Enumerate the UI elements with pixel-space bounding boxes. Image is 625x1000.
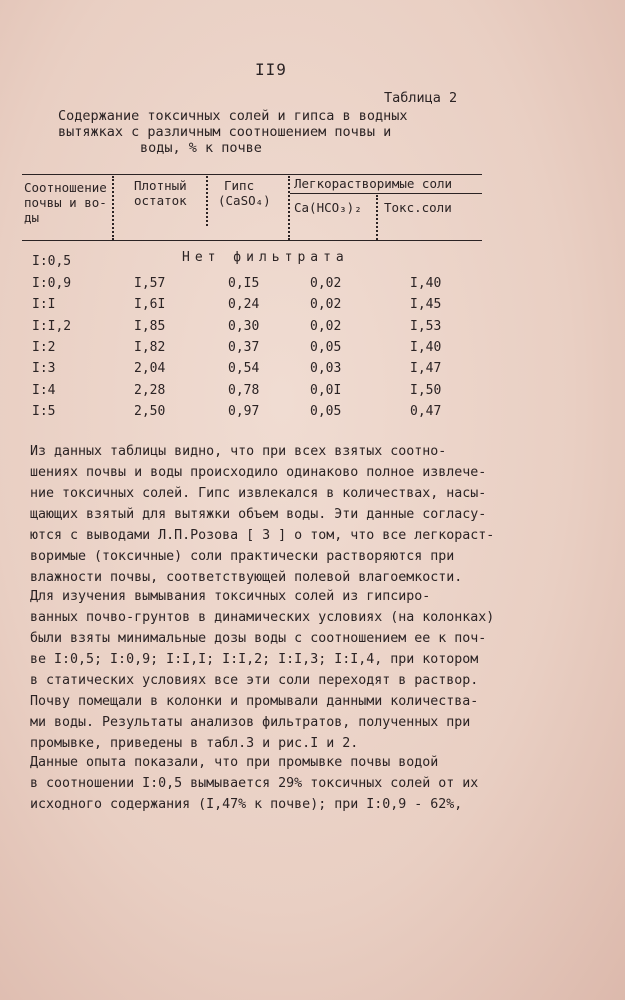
header-text: остаток	[134, 193, 187, 208]
paragraph-2	[30, 586, 590, 754]
column-separator	[112, 176, 114, 240]
header-text: (CaSO₄)	[218, 193, 271, 208]
text-line: Из данных таблицы видно, что при всех взятых соотно-	[30, 444, 447, 459]
text-line: Данные опыта показали, что при промывке почвы водой	[30, 755, 439, 770]
text-line: ванных почво-грунтов в динамических условиях (на колонках)	[30, 610, 495, 625]
text-line: воримые (токсичные) соли практически растворяются при	[30, 549, 455, 564]
cell-dense: I,85	[134, 318, 166, 334]
text-line: ве I:0,5; I:0,9; I:I,I; I:I,2; I:I,3; I:I,4, при котором	[30, 652, 479, 667]
cell-ca: 0,02	[310, 297, 342, 313]
text-line: щающих взятый для вытяжки объем воды. Эти данные согласу-	[30, 507, 487, 522]
cell-toxic: I,40	[410, 339, 442, 355]
cell-toxic: I,53	[410, 318, 442, 334]
cell-toxic: 0,47	[410, 403, 442, 419]
text-line: были взяты минимальные дозы воды с соотношением ее к поч-	[30, 631, 487, 646]
text-line: ми воды. Результаты анализов фильтратов, полученных при	[30, 715, 471, 730]
cell-gypsum: 0,I5	[228, 276, 260, 291]
cell-ca: 0,03	[310, 361, 342, 377]
header-text: ды	[24, 210, 40, 225]
table-caption	[58, 108, 438, 156]
text-line: Почву помещали в колонки и промывали данными количества-	[30, 694, 479, 709]
table-top-rule	[22, 174, 482, 175]
header-text: Плотный	[134, 178, 187, 193]
header-ratio	[24, 180, 107, 225]
cell-gypsum: 0,37	[228, 339, 260, 355]
cell-ratio: I:3	[32, 361, 56, 377]
text-line: ние токсичных солей. Гипс извлекался в количествах, насы-	[30, 486, 487, 501]
cell-gypsum: 0,54	[228, 361, 260, 377]
text-line: влажности почвы, соответствующей полевой влагоемкости.	[30, 570, 463, 585]
cell-ratio: I:I	[32, 297, 56, 313]
cell-gypsum: 0,97	[228, 403, 260, 419]
cell-gypsum: 0,24	[228, 297, 260, 313]
text-line: в соотношении I:0,5 вымывается 29% токсичных солей от их	[30, 776, 479, 791]
cell-ca: 0,02	[310, 276, 342, 291]
column-separator	[376, 195, 378, 240]
text-line: Для изучения вымывания токсичных солей из гипсиро-	[30, 589, 431, 604]
cell-gypsum: 0,30	[228, 318, 260, 334]
cell-dense: I,57	[134, 276, 166, 291]
caption-line: воды, % к почве	[140, 140, 262, 156]
cell-ratio: I:2	[32, 339, 56, 355]
cell-ratio: I:I,2	[32, 318, 72, 334]
caption-line: вытяжках с различным соотношением почвы и	[58, 124, 392, 140]
column-separator	[206, 176, 208, 226]
cell-toxic: I,50	[410, 382, 442, 398]
paragraph-3	[30, 752, 590, 815]
cell-ratio: I:0,9	[32, 276, 72, 291]
text-line: в статических условиях все эти соли переходят в раствор.	[30, 673, 479, 688]
cell-ca: 0,05	[310, 403, 342, 419]
header-text: Гипс	[224, 178, 255, 193]
header-ca-hco3: Ca(HCO₃)₂	[294, 200, 362, 215]
cell-ratio: I:0,5	[32, 254, 72, 269]
soluble-salts-rule	[290, 193, 482, 194]
header-text: Соотношение	[24, 180, 107, 195]
paragraph-1	[30, 441, 590, 588]
header-soluble-salts: Легкорастворимые соли	[294, 176, 453, 191]
cell-toxic: I,45	[410, 297, 442, 313]
column-separator	[288, 176, 290, 240]
cell-dense: 2,28	[134, 382, 166, 398]
no-filtrate-note: Нет фильтрата	[182, 250, 349, 265]
table-label: Таблица 2	[384, 90, 458, 106]
cell-dense: 2,04	[134, 361, 166, 377]
table-header-bottom-rule	[22, 240, 482, 241]
header-dense-residue	[134, 178, 187, 208]
cell-ratio: I:4	[32, 382, 56, 398]
header-text: почвы и во-	[24, 195, 107, 210]
text-line: исходного содержания (I,47% к почве); при I:0,9 - 62%,	[30, 797, 463, 812]
cell-toxic: I,47	[410, 361, 442, 377]
cell-gypsum: 0,78	[228, 382, 260, 398]
cell-dense: 2,50	[134, 403, 166, 419]
text-line: ются с выводами Л.П.Розова [ 3 ] о том, что все легкораст-	[30, 528, 495, 543]
cell-ca: 0,0I	[310, 382, 342, 398]
text-line: промывке, приведены в табл.3 и рис.I и 2.	[30, 736, 359, 751]
caption-line: Содержание токсичных солей и гипса в водных	[58, 108, 408, 124]
text-line: шениях почвы и воды происходило одинаково полное извлече-	[30, 465, 487, 480]
cell-dense: I,6I	[134, 297, 166, 313]
cell-toxic: I,40	[410, 276, 442, 291]
page-number: II9	[255, 60, 287, 79]
cell-ca: 0,02	[310, 318, 342, 334]
cell-ca: 0,05	[310, 339, 342, 355]
header-gypsum	[218, 178, 271, 208]
cell-dense: I,82	[134, 339, 166, 355]
header-toxic-salts: Токс.соли	[384, 200, 452, 215]
cell-ratio: I:5	[32, 403, 56, 419]
